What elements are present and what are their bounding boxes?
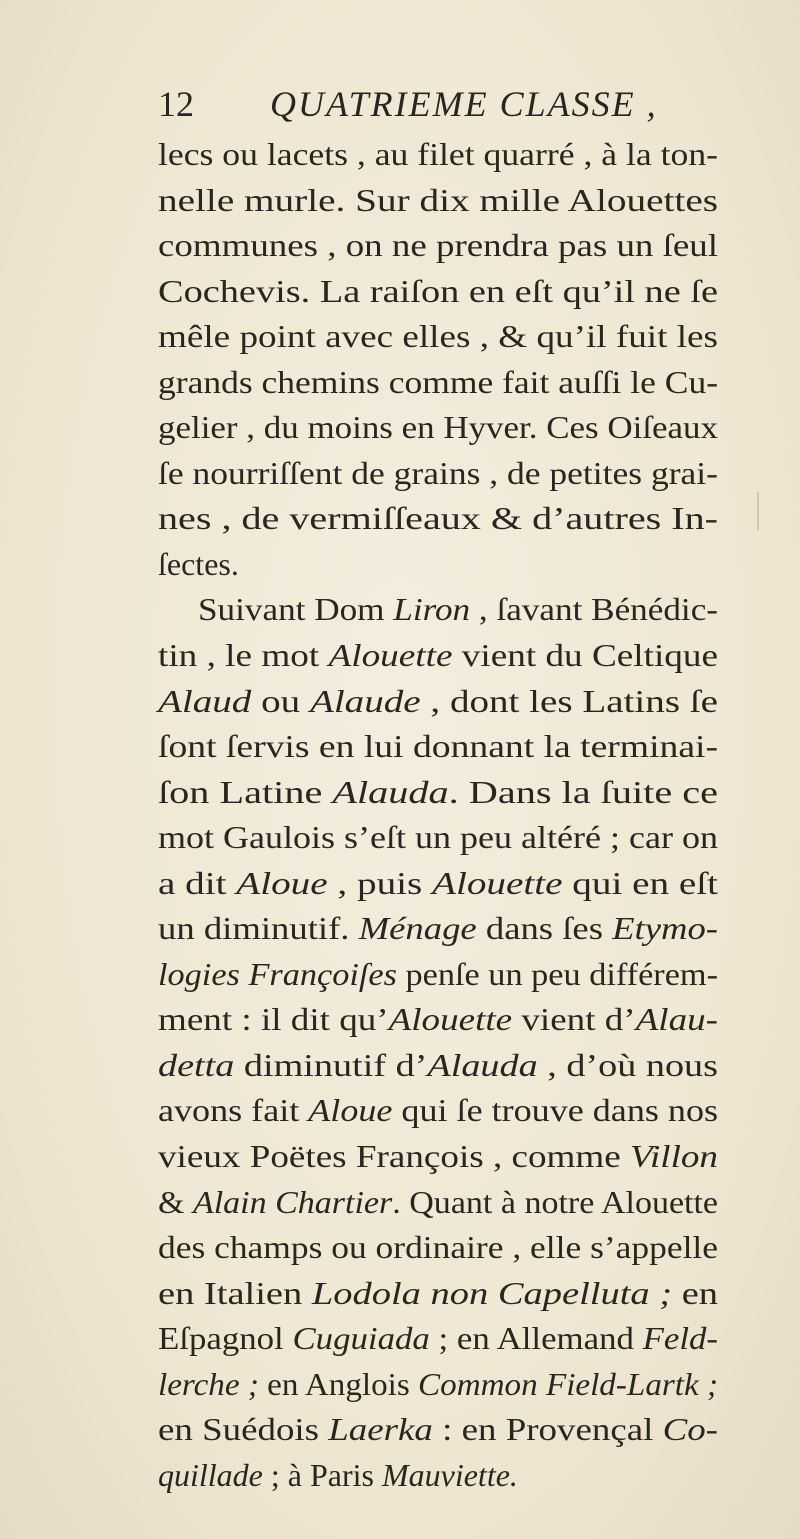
text-segment: ; en Allemand xyxy=(429,1320,643,1357)
text-line-content xyxy=(158,269,718,315)
text-segment: en Anglois xyxy=(258,1365,419,1402)
text-line-content xyxy=(158,1088,718,1134)
text-segment: , ſavant Bénédic- xyxy=(470,591,719,628)
text-line-content xyxy=(198,587,718,633)
text-line xyxy=(158,360,718,406)
text-line xyxy=(158,1453,718,1499)
text-line xyxy=(158,178,718,224)
text-segment: , dont les Latins ſe xyxy=(420,682,718,719)
text-segment: ſectes. xyxy=(158,545,239,582)
italic-term: Co- xyxy=(662,1411,718,1448)
text-line-content xyxy=(158,1043,718,1089)
text-line-content xyxy=(158,815,718,861)
text-line xyxy=(158,496,718,542)
text-line xyxy=(158,1043,718,1089)
text-line xyxy=(158,587,718,633)
italic-term: Alain Chartier xyxy=(192,1183,393,1220)
text-segment: . Quant à notre Alouette xyxy=(392,1183,719,1220)
italic-term: logies Françoiſes xyxy=(158,955,397,992)
text-line xyxy=(158,405,718,451)
text-line xyxy=(158,770,718,816)
running-head xyxy=(158,82,678,126)
text-segment: des champs ou ordinaire , elle s’appelle xyxy=(158,1229,718,1266)
text-segment: . Dans la ſuite ce xyxy=(448,773,719,810)
italic-term: Alouette xyxy=(388,1001,513,1038)
text-line-content xyxy=(158,1134,718,1180)
text-line-content xyxy=(158,405,718,451)
text-segment: dans ſes xyxy=(476,910,613,947)
text-line xyxy=(158,542,718,588)
text-line xyxy=(158,997,718,1043)
text-line-content xyxy=(158,1180,718,1226)
italic-term: Alauda xyxy=(427,1046,538,1083)
italic-term: Alaude xyxy=(309,682,421,719)
text-line-content xyxy=(158,861,718,907)
italic-term: Aloue xyxy=(308,1092,393,1129)
text-line-content xyxy=(158,542,239,588)
text-line-content xyxy=(158,314,718,360)
text-segment: ſont ſervis en lui donnant la terminai- xyxy=(158,728,719,765)
italic-term: Alouette xyxy=(328,637,453,674)
text-segment: en xyxy=(672,1274,719,1311)
italic-term: Feld- xyxy=(642,1320,719,1357)
italic-term: Alau- xyxy=(635,1001,718,1038)
text-segment: qui en eſt xyxy=(562,864,719,901)
text-line-content xyxy=(158,679,718,725)
italic-term: Alouette xyxy=(432,864,563,901)
text-line xyxy=(158,132,718,178)
text-segment: lecs ou lacets , au filet quarré , à la ton- xyxy=(158,136,719,172)
text-segment: penſe un peu différem- xyxy=(396,955,718,992)
text-segment: ment : il dit qu’ xyxy=(158,1001,389,1038)
text-line-content xyxy=(158,952,718,998)
text-line-content xyxy=(158,770,718,816)
text-line-content xyxy=(158,223,718,269)
text-segment: mêle point avec elles , & qu’il fuit les xyxy=(158,318,718,355)
italic-term: Alauda xyxy=(332,773,449,810)
text-segment: en Italien xyxy=(158,1274,312,1311)
italic-term: Aloue xyxy=(236,864,328,901)
text-segment: vient d’ xyxy=(512,1001,636,1038)
section-title: QUATRIEME CLASSE , xyxy=(270,84,658,124)
text-line xyxy=(158,1362,718,1408)
text-line-content xyxy=(158,1225,718,1271)
text-segment: nes , de vermiſſeaux & d’autres In- xyxy=(158,500,718,537)
text-segment: ſon Latine xyxy=(158,773,333,810)
text-segment: vient du Celtique xyxy=(452,637,719,674)
italic-term: Laerka xyxy=(328,1411,433,1448)
text-line-content xyxy=(158,1407,718,1453)
text-line xyxy=(158,1134,718,1180)
text-line xyxy=(158,633,718,679)
text-line xyxy=(158,724,718,770)
text-line-content xyxy=(158,1453,518,1499)
text-line xyxy=(158,952,718,998)
text-segment: tin , le mot xyxy=(158,637,329,674)
text-segment: grands chemins comme fait auſſi le Cu- xyxy=(158,363,719,400)
text-segment: , d’où nous xyxy=(537,1046,719,1083)
text-line xyxy=(158,815,718,861)
text-line-content xyxy=(158,1362,718,1408)
page-number: 12 xyxy=(158,84,194,124)
text-line xyxy=(158,679,718,725)
italic-term: Mauviette. xyxy=(381,1456,518,1493)
text-line-content xyxy=(158,724,718,770)
italic-term: Cuguiada xyxy=(292,1320,430,1357)
text-segment: : en Provençal xyxy=(432,1411,663,1448)
italic-term: Ménage xyxy=(358,910,477,947)
italic-term: Etymo- xyxy=(612,910,718,947)
text-line-content xyxy=(158,496,718,542)
italic-term: Lodola non Capelluta ; xyxy=(311,1274,673,1311)
text-line xyxy=(158,269,718,315)
text-segment: a dit xyxy=(158,864,237,901)
text-line xyxy=(158,1316,718,1362)
text-segment: ou xyxy=(251,682,310,719)
text-line-content xyxy=(158,1316,718,1362)
italic-term: Common Field-Lartk ; xyxy=(418,1365,718,1402)
text-line xyxy=(158,1225,718,1271)
text-line-content xyxy=(158,178,718,224)
body-text xyxy=(158,132,718,1498)
text-segment: Cochevis. La raiſon en eſt qu’il ne ſe xyxy=(158,272,718,309)
text-segment: , puis xyxy=(327,864,433,901)
text-line-content xyxy=(158,451,718,497)
text-segment: diminutif d’ xyxy=(234,1046,428,1083)
text-line-content xyxy=(158,997,718,1043)
text-line xyxy=(158,1180,718,1226)
text-line xyxy=(158,861,718,907)
text-segment: qui ſe trouve dans nos xyxy=(392,1092,719,1129)
margin-mark xyxy=(757,492,759,530)
text-segment: gelier , du moins en Hyver. Ces Oiſeaux xyxy=(158,409,719,446)
text-segment: mot Gaulois s’eſt un peu altéré ; car on xyxy=(158,819,718,856)
italic-term: Liron xyxy=(393,591,471,628)
text-segment: nelle murle. Sur dix mille Alouettes xyxy=(158,181,719,218)
text-line xyxy=(158,1271,718,1317)
text-line xyxy=(158,223,718,269)
text-segment: ; à Paris xyxy=(262,1456,382,1493)
italic-term: Alaud xyxy=(158,682,252,719)
text-line xyxy=(158,451,718,497)
text-segment: un diminutif. xyxy=(158,910,359,947)
text-segment: Eſpagnol xyxy=(158,1320,293,1357)
text-line-content xyxy=(158,1271,718,1317)
text-line-content xyxy=(158,633,718,679)
text-line xyxy=(158,314,718,360)
text-segment: en Suédois xyxy=(158,1411,329,1448)
text-line xyxy=(158,1407,718,1453)
italic-term: Villon xyxy=(630,1138,718,1175)
text-line-content xyxy=(158,132,718,178)
text-line xyxy=(158,1088,718,1134)
italic-term: detta xyxy=(158,1046,235,1083)
text-segment: ſe nourriſſent de grains , de petites grai- xyxy=(158,454,718,491)
text-segment: vieux Poëtes François , comme xyxy=(158,1138,631,1175)
italic-term: lerche ; xyxy=(158,1365,259,1402)
text-line-content xyxy=(158,906,718,952)
text-segment: communes , on ne prendra pas un ſeul xyxy=(158,227,719,264)
text-segment: & xyxy=(158,1183,193,1220)
italic-term: quillade xyxy=(158,1456,263,1493)
text-segment: Suivant Dom xyxy=(198,591,394,628)
text-line-content xyxy=(158,360,718,406)
text-line xyxy=(158,906,718,952)
text-segment: avons fait xyxy=(158,1092,309,1129)
